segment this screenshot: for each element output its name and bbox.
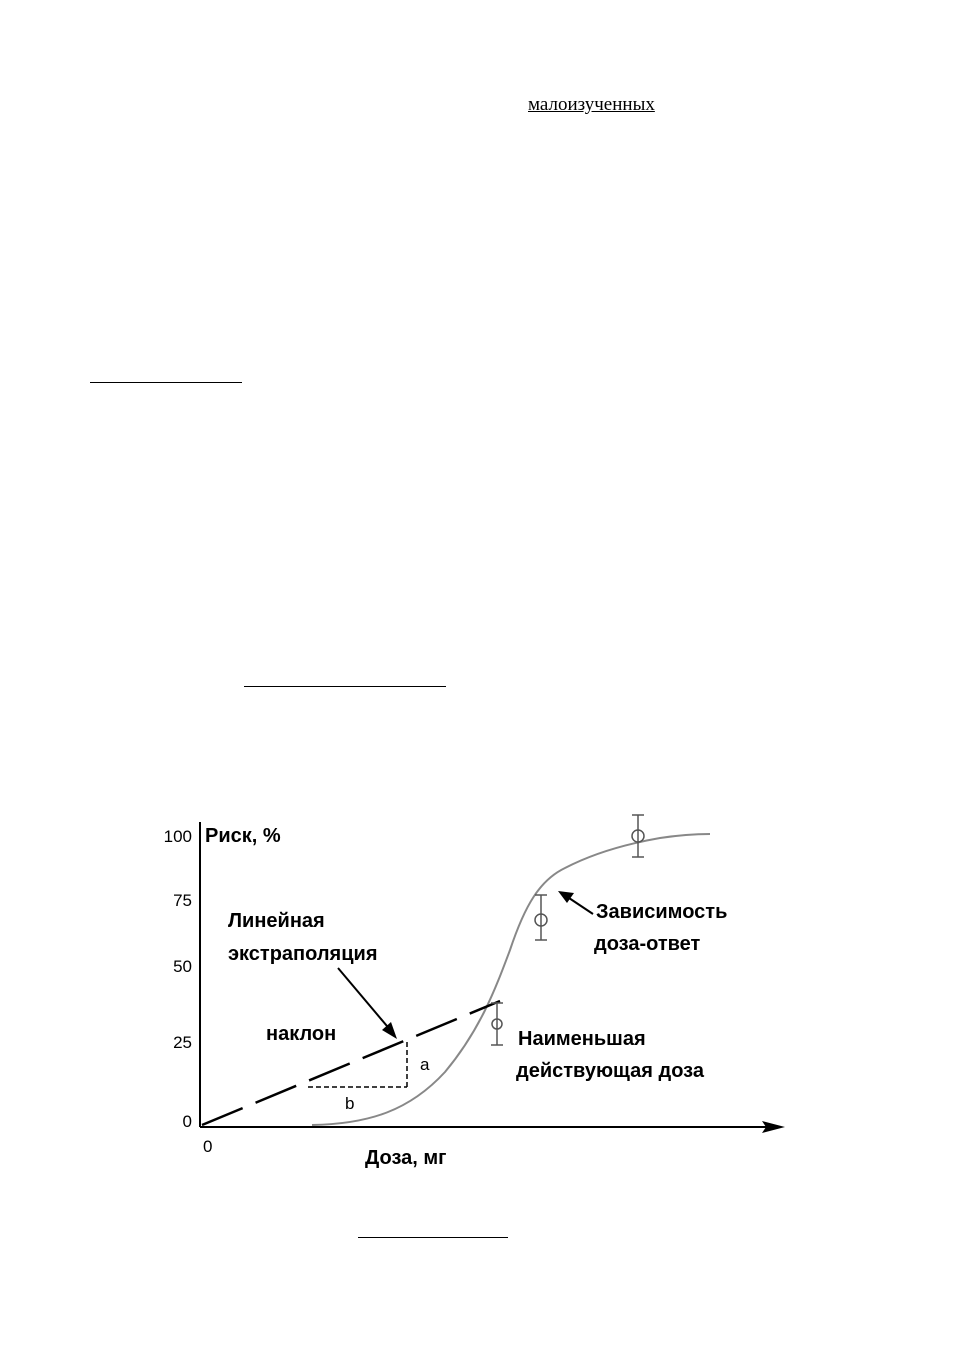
underlined-word: малоизученных (528, 94, 655, 115)
lowest-effective-dose-label-1: Наименьшая (518, 1028, 646, 1050)
y-tick-75: 75 (173, 891, 192, 910)
y-tick-100: 100 (163, 827, 192, 846)
slope-label-a: a (420, 1055, 430, 1074)
dose-response-arrowhead (558, 891, 574, 903)
origin-label: 0 (203, 1137, 213, 1156)
y-tick-25: 25 (173, 1033, 192, 1052)
data-point-3 (632, 815, 644, 857)
x-axis-label: Доза, мг (365, 1147, 447, 1169)
data-point-1 (491, 1003, 503, 1045)
lowest-effective-dose-label-2: действующая доза (516, 1060, 704, 1082)
y-tick-50: 50 (173, 957, 192, 976)
dose-response-label-1: Зависимость (596, 901, 728, 923)
y-axis-label: Риск, % (205, 825, 281, 847)
slope-label-b: b (345, 1094, 355, 1113)
linear-extrapolation-arrow (338, 968, 392, 1032)
data-point-2 (535, 895, 547, 940)
linear-extrapolation-label-2: экстраполяция (228, 943, 378, 965)
linear-extrapolation-label-1: Линейная (228, 910, 325, 932)
dose-response-arrow (566, 896, 593, 914)
linear-extrapolation-arrowhead (382, 1022, 397, 1039)
dose-response-label-2: доза-ответ (594, 933, 701, 955)
y-tick-0: 0 (182, 1112, 192, 1131)
slope-label: наклон (266, 1023, 337, 1045)
